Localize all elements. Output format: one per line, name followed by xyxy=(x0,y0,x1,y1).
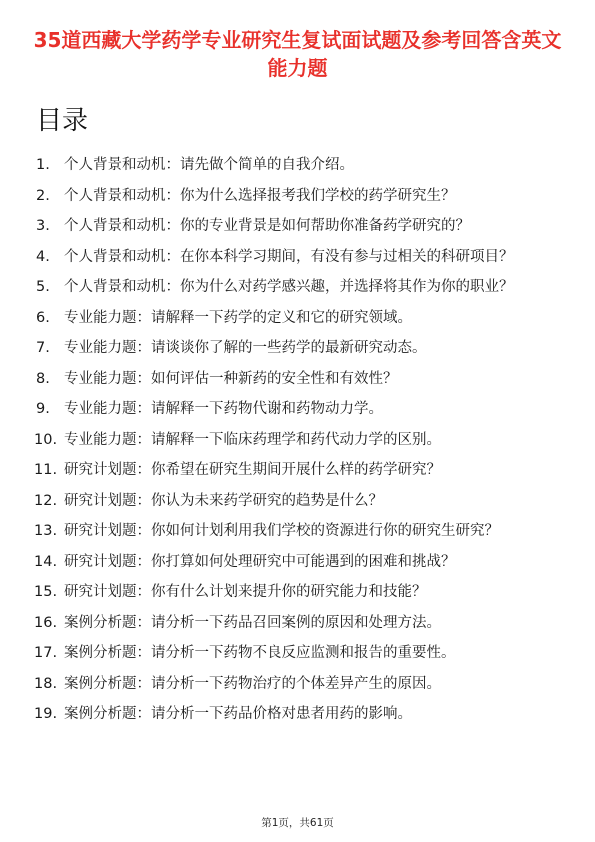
toc-item-text: 专业能力题：请解释一下临床药理学和药代动力学的区别。 xyxy=(64,431,441,448)
toc-item[interactable] xyxy=(36,399,561,420)
toc-item-text: 专业能力题：请解释一下药物代谢和药物动力学。 xyxy=(64,401,383,417)
toc-item-text: 研究计划题：你打算如何处理研究中可能遇到的困难和挑战？ xyxy=(64,553,456,570)
toc-item-text: 个人背景和动机：你的专业背景是如何帮助你准备药学研究的？ xyxy=(64,218,470,234)
toc-item[interactable] xyxy=(36,186,561,207)
toc-item[interactable] xyxy=(36,369,561,390)
toc-item[interactable] xyxy=(36,247,561,268)
toc-list xyxy=(36,155,561,735)
toc-item-text: 研究计划题：你希望在研究生期间开展什么样的药学研究？ xyxy=(64,462,441,478)
toc-item-text: 专业能力题：如何评估一种新药的安全性和有效性？ xyxy=(64,370,398,387)
toc-heading: 目录 xyxy=(36,106,89,136)
toc-item-text: 个人背景和动机：你为什么选择报考我们学校的药学研究生？ xyxy=(64,187,456,204)
toc-item-number: 4. xyxy=(36,248,50,265)
toc-item-text: 专业能力题：请谈谈你了解的一些药学的最新研究动态。 xyxy=(64,340,427,356)
toc-item-number: 2. xyxy=(36,187,50,204)
toc-item-text: 案例分析题：请分析一下药品召回案例的原因和处理方法。 xyxy=(64,614,441,631)
toc-item[interactable] xyxy=(36,643,561,664)
toc-item-number: 16. xyxy=(34,614,58,631)
toc-item-text: 研究计划题：你如何计划利用我们学校的资源进行你的研究生研究？ xyxy=(64,523,499,539)
page-footer: 第1页，共61页 xyxy=(261,817,334,829)
toc-item-number: 19. xyxy=(34,706,58,722)
toc-item-number: 14. xyxy=(34,553,58,570)
toc-item[interactable] xyxy=(36,308,561,329)
toc-item-text: 研究计划题：你认为未来药学研究的趋势是什么？ xyxy=(64,492,383,509)
toc-item-text: 案例分析题：请分析一下药物治疗的个体差异产生的原因。 xyxy=(64,675,441,692)
toc-item-number: 6. xyxy=(36,309,50,326)
toc-item[interactable] xyxy=(36,521,561,542)
toc-item-number: 12. xyxy=(34,492,58,509)
toc-item-number: 1. xyxy=(36,157,50,173)
toc-item[interactable] xyxy=(36,338,561,359)
toc-item-number: 7. xyxy=(36,340,50,356)
toc-item[interactable] xyxy=(36,491,561,512)
toc-item-text: 案例分析题：请分析一下药物不良反应监测和报告的重要性。 xyxy=(64,645,456,661)
toc-item-number: 11. xyxy=(34,462,58,478)
toc-item[interactable] xyxy=(36,582,561,603)
toc-item[interactable] xyxy=(36,277,561,298)
toc-item-text: 个人背景和动机：在你本科学习期间，有没有参与过相关的科研项目？ xyxy=(64,248,514,265)
toc-item-number: 17. xyxy=(34,645,58,661)
toc-item-text: 个人背景和动机：请先做个简单的自我介绍。 xyxy=(64,157,354,173)
toc-item[interactable] xyxy=(36,216,561,237)
document-title: 35道西藏大学药学专业研究生复试面试题及参考回答含英文能力题 xyxy=(33,28,562,80)
toc-item-number: 15. xyxy=(34,584,58,600)
toc-item[interactable] xyxy=(36,552,561,573)
toc-item[interactable] xyxy=(36,430,561,451)
toc-item[interactable] xyxy=(36,613,561,634)
toc-item[interactable] xyxy=(36,460,561,481)
toc-item-number: 5. xyxy=(36,279,50,295)
toc-item-text: 专业能力题：请解释一下药学的定义和它的研究领域。 xyxy=(64,309,412,326)
toc-item[interactable] xyxy=(36,674,561,695)
toc-item-number: 10. xyxy=(34,431,58,448)
toc-item-text: 研究计划题：你有什么计划来提升你的研究能力和技能？ xyxy=(64,584,427,600)
toc-item-text: 案例分析题：请分析一下药品价格对患者用药的影响。 xyxy=(64,706,412,722)
toc-item[interactable] xyxy=(36,704,561,725)
toc-item-number: 13. xyxy=(34,523,58,539)
toc-item-number: 8. xyxy=(36,370,50,387)
toc-item-number: 3. xyxy=(36,218,50,234)
toc-item-number: 9. xyxy=(36,401,50,417)
toc-item-number: 18. xyxy=(34,675,58,692)
toc-item[interactable] xyxy=(36,155,561,176)
toc-item-text: 个人背景和动机：你为什么对药学感兴趣，并选择将其作为你的职业？ xyxy=(64,279,514,295)
